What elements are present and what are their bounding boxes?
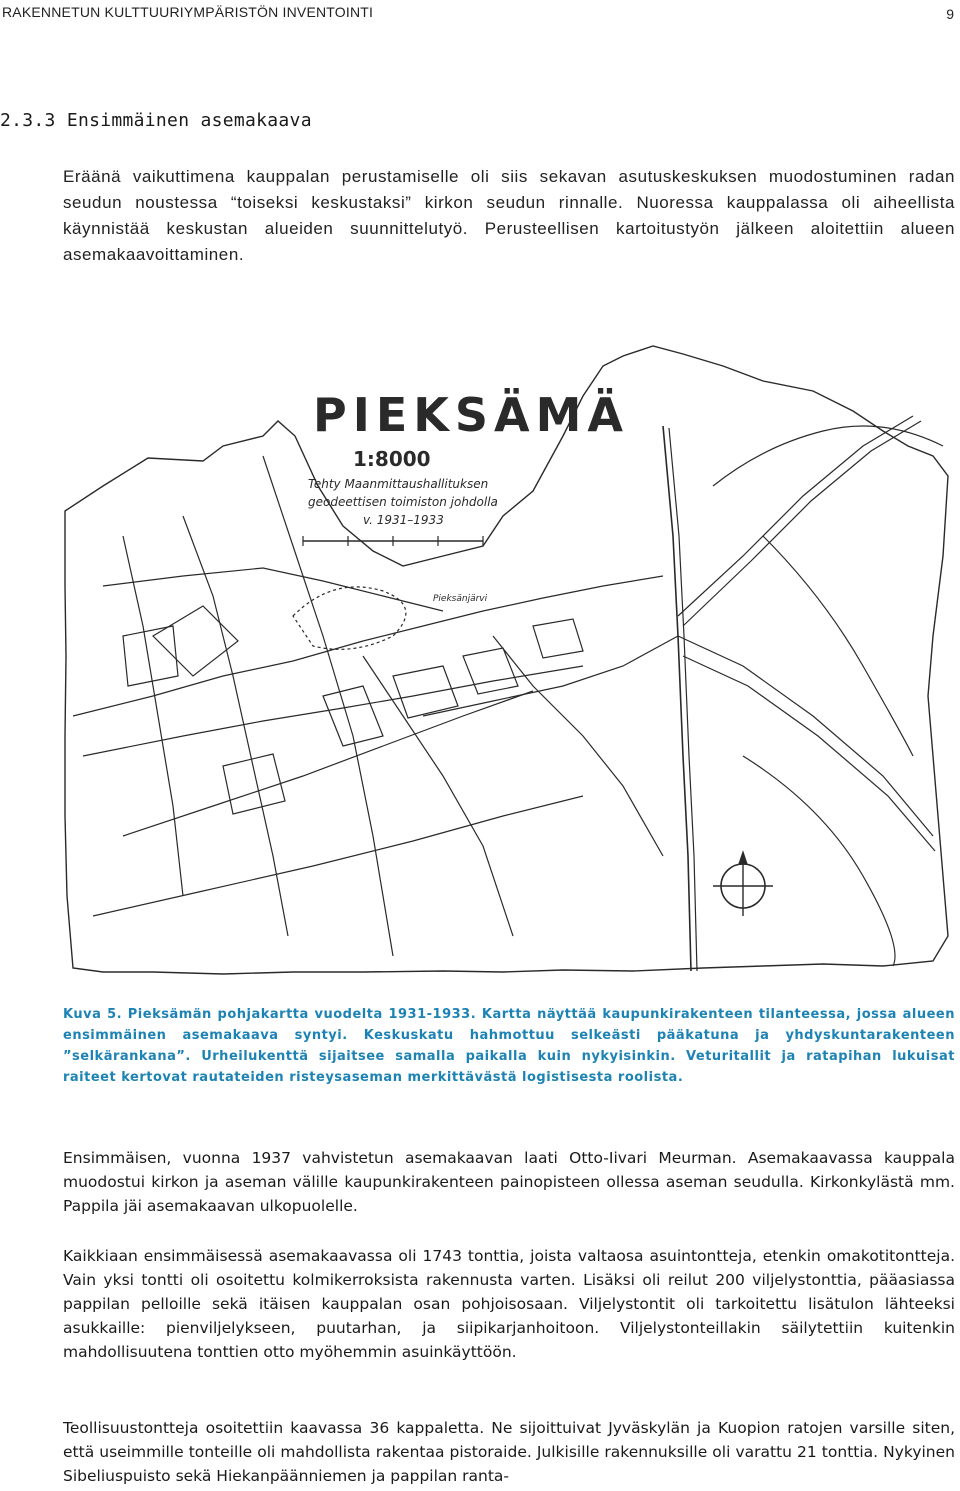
- map-lake-label: Pieksänjärvi: [433, 594, 488, 604]
- body-paragraph: Ensimmäisen, vuonna 1937 vahvistetun asemakaavan laati Otto-Iivari Meurman. Asemakaavassa kauppala muodostui kirkon ja aseman välille kaupunkirakenteen painopisteen ollessa aseman seudulla. Kirkonkylästä mm. Pappila jäi asemakaavan ulkopuolelle.: [63, 1149, 955, 1215]
- body-paragraph: Kaikkiaan ensimmäisessä asemakaavassa oli 1743 tonttia, joista valtaosa asuintontteja, etenkin omakotitontteja. Vain yksi tontti oli osoitettu kolmikerroksista rakennusta varten. Lisäksi oli reilut 200 viljelystonttia, pääasiassa pappilan pelloille sekä itäisen kauppalan osan pohjoisosaan. Viljelystontit oli tarkoitettu lisätulon lähteeksi asukkaille: pienviljelykseen, puutarhan, ja siipikarjanhoitoon. Viljelystonteillakin säilytettiin kuitenkin mahdollisuutena tonttien otto myöhemmin asuinkäyttöön.: [63, 1247, 955, 1361]
- map-credit-line-3: v. 1931–1933: [363, 513, 444, 527]
- map-credit-line-2: geodeettisen toimiston johdolla: [308, 495, 498, 509]
- map-scale: 1:8000: [353, 447, 431, 471]
- page-number: 9: [946, 6, 954, 22]
- page-header: [0, 2, 960, 24]
- running-title: RAKENNETUN KULTTUURIYMPÄRISTÖN INVENTOINTI: [2, 4, 374, 20]
- map-credit-line-1: Tehty Maanmittaushallituksen: [308, 477, 489, 491]
- figure-caption: Kuva 5. Pieksämän pohjakartta vuodelta 1931-1933. Kartta näyttää kaupunkirakenteen tilanteessa, jossa alueen ensimmäinen asemakaava syntyi. Keskuskatu hahmottuu selkeästi pääkatuna ja yhdyskuntarakenteen ”selkärankana”. Urheilukenttä sijaitsee samalla paikalla kuin nykyisinkin. Veturitallit ja ratapihan lukuisat raiteet kertovat rautateiden risteysaseman merkittävästä logistisesta roolista.: [63, 1007, 955, 1085]
- map-labels: [308, 388, 629, 604]
- intro-paragraph: Eräänä vaikuttimena kauppalan perustamiselle oli siis sekavan asutuskeskuksen muodostuminen radan seudun noustessa “toiseksi keskustaksi” kirkon seudun rinnalle. Nuoressa kauppalassa oli aiheellista käynnistää keskustan alueiden suunnittelutyö. Perusteellisen kartoitustyön jälkeen aloitettiin alueen asemakaavoittaminen.: [63, 167, 955, 264]
- body-paragraph: Teollisuustontteja osoitettiin kaavassa 36 kappaletta. Ne sijoittuivat Jyväskylän ja Kuopion ratojen varsille siten, että useimmille tonteille oli mahdollista rakentaa pistoraide. Julkisille rakennuksille oli varattu 21 tonttia. Nykyinen Sibeliuspuisto sekä Hiekanpäänniemen ja pappilan ranta-: [63, 1419, 955, 1485]
- map-drawing: [63, 336, 955, 976]
- map-title: PIEKSÄMÄ: [313, 388, 630, 442]
- base-map-figure: [63, 336, 955, 976]
- section-title: 2.3.3 Ensimmäinen asemakaava: [0, 110, 312, 131]
